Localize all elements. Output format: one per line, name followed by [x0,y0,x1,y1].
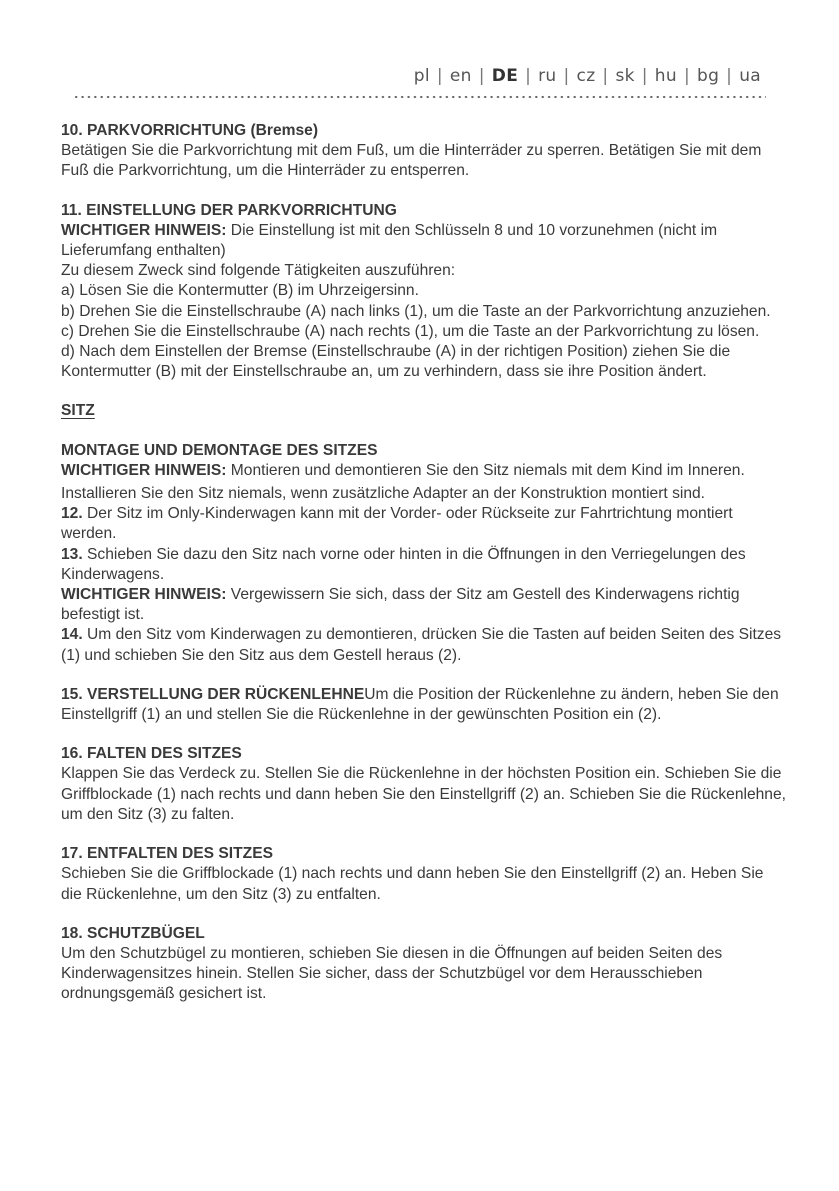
section-11-step-d: d) Nach dem Einstellen der Bremse (Einstellschraube (A) in der richtigen Position) ziehen Sie die Kontermutter (B) mit der Einstellschraube an, um zu verhindern, dass sie ihre Position ändert. [61,343,731,381]
language-switcher [414,66,761,86]
section-18-heading: 18. SCHUTZBÜGEL [61,924,205,942]
lang-separator: | [525,66,532,86]
section-15 [61,685,786,725]
note-text: Montieren und demontieren Sie den Sitz niemals mit dem Kind im Inneren. [226,461,745,479]
section-10-heading: 10. PARKVORRICHTUNG (Bremse) [61,122,319,139]
step-text: Der Sitz im Only-Kinderwagen kann mit der Vorder- oder Rückseite zur Fahrtrichtung montiert werden. [61,505,733,543]
step-number: 12. [61,505,83,523]
section-18-text: Um den Schutzbügel zu montieren, schieben Sie diesen in die Öffnungen auf beiden Seiten des Kinderwagensitzes hinein. Stellen Sie sicher, dass der Schutzbügel vor dem Herausschieben ordnungsgemäß gesichert ist. [61,944,723,1003]
sitz-step-13 [61,545,786,585]
lang-hu[interactable]: hu [654,66,677,86]
section-11-step-c: c) Drehen Sie die Einstellschraube (A) nach rechts (1), um die Taste an der Parkvorrichtung zu lösen. [61,322,760,340]
note-text: Vergewissern Sie sich, dass der Sitz am Gestell des Kinderwagens richtig befestigt ist. [61,586,740,624]
section-15-heading: 15. VERSTELLUNG DER RÜCKENLEHNE [61,685,365,703]
lang-separator: | [436,66,443,86]
note-label: WICHTIGER HINWEIS: [61,461,227,479]
lang-de-active[interactable]: DE [491,66,519,86]
lang-ua[interactable]: ua [739,66,761,86]
lang-sk[interactable]: sk [615,66,635,86]
note-label: WICHTIGER HINWEIS: [61,221,227,239]
manual-content [61,121,786,1005]
sitz-title: SITZ [61,402,95,420]
lang-pl[interactable]: pl [413,66,430,86]
section-11-step-b: b) Drehen Sie die Einstellschraube (A) nach links (1), um die Taste an der Parkvorrichtung anzuziehen. [61,302,771,320]
lang-separator: | [478,66,485,86]
lang-separator: | [563,66,570,86]
lang-cz[interactable]: cz [576,66,596,86]
lang-separator: | [726,66,733,86]
section-11-intro: Zu diesem Zweck sind folgende Tätigkeiten auszuführen: [61,262,456,280]
section-16-heading: 16. FALTEN DES SITZES [61,745,242,763]
lang-ru[interactable]: ru [538,66,557,86]
dotted-divider [73,95,766,99]
section-16-text: Klappen Sie das Verdeck zu. Stellen Sie die Rückenlehne in der höchsten Position ein. Schieben Sie die Griffblockade (1) nach rechts und dann heben Sie den Einstellgriff (2) an. Schieben Sie die Rückenlehne, um den Sitz (3) zu falten. [61,765,786,823]
sitz-note-2 [61,585,786,625]
sitz-note-1 [61,461,786,481]
note-label: WICHTIGER HINWEIS: [61,586,227,604]
sitz-heading: MONTAGE UND DEMONTAGE DES SITZES [61,441,378,459]
step-text: Schieben Sie dazu den Sitz nach vorne oder hinten in die Öffnungen in den Verriegelungen des Kinderwagens. [61,545,746,583]
lang-separator: | [641,66,648,86]
section-17-heading: 17. ENTFALTEN DES SITZES [61,845,273,863]
section-11-heading: 11. EINSTELLUNG DER PARKVORRICHTUNG [61,201,397,219]
section-11-note [61,221,786,261]
section-11-step-a: a) Lösen Sie die Kontermutter (B) im Uhrzeigersinn. [61,282,419,300]
section-10-text: Betätigen Sie die Parkvorrichtung mit dem Fuß, um die Hinterräder zu sperren. Betätigen Sie mit dem Fuß die Parkvorrichtung, um die Hinterräder zu entsperren. [61,142,762,180]
sitz-step-14 [61,625,786,665]
lang-separator: | [683,66,690,86]
lang-en[interactable]: en [449,66,472,86]
section-15-text: Um die Position der Rückenlehne zu ändern, heben Sie den Einstellgriff (1) an und stellen Sie die Rückenlehne in der gewünschten Position ein (2). [61,685,779,724]
section-17-text: Schieben Sie die Griffblockade (1) nach rechts und dann heben Sie den Einstellgriff (2) an. Heben Sie die Rückenlehne, um den Sitz (3) zu entfalten. [61,865,764,903]
lang-separator: | [602,66,609,86]
sitz-step-12 [61,504,786,544]
step-text: Um den Sitz vom Kinderwagen zu demontieren, drücken Sie die Tasten auf beiden Seiten des Sitzes (1) und schieben Sie den Sitz aus dem Gestell heraus (2). [61,626,782,664]
sitz-install-text: Installieren Sie den Sitz niemals, wenn zusätzliche Adapter an der Konstruktion montiert sind. [61,485,706,503]
lang-bg[interactable]: bg [696,66,720,86]
step-number: 14. [61,626,83,644]
note-text: Die Einstellung ist mit den Schlüsseln 8 und 10 vorzunehmen (nicht im Lieferumfang enthalten) [61,221,718,260]
step-number: 13. [61,545,83,563]
